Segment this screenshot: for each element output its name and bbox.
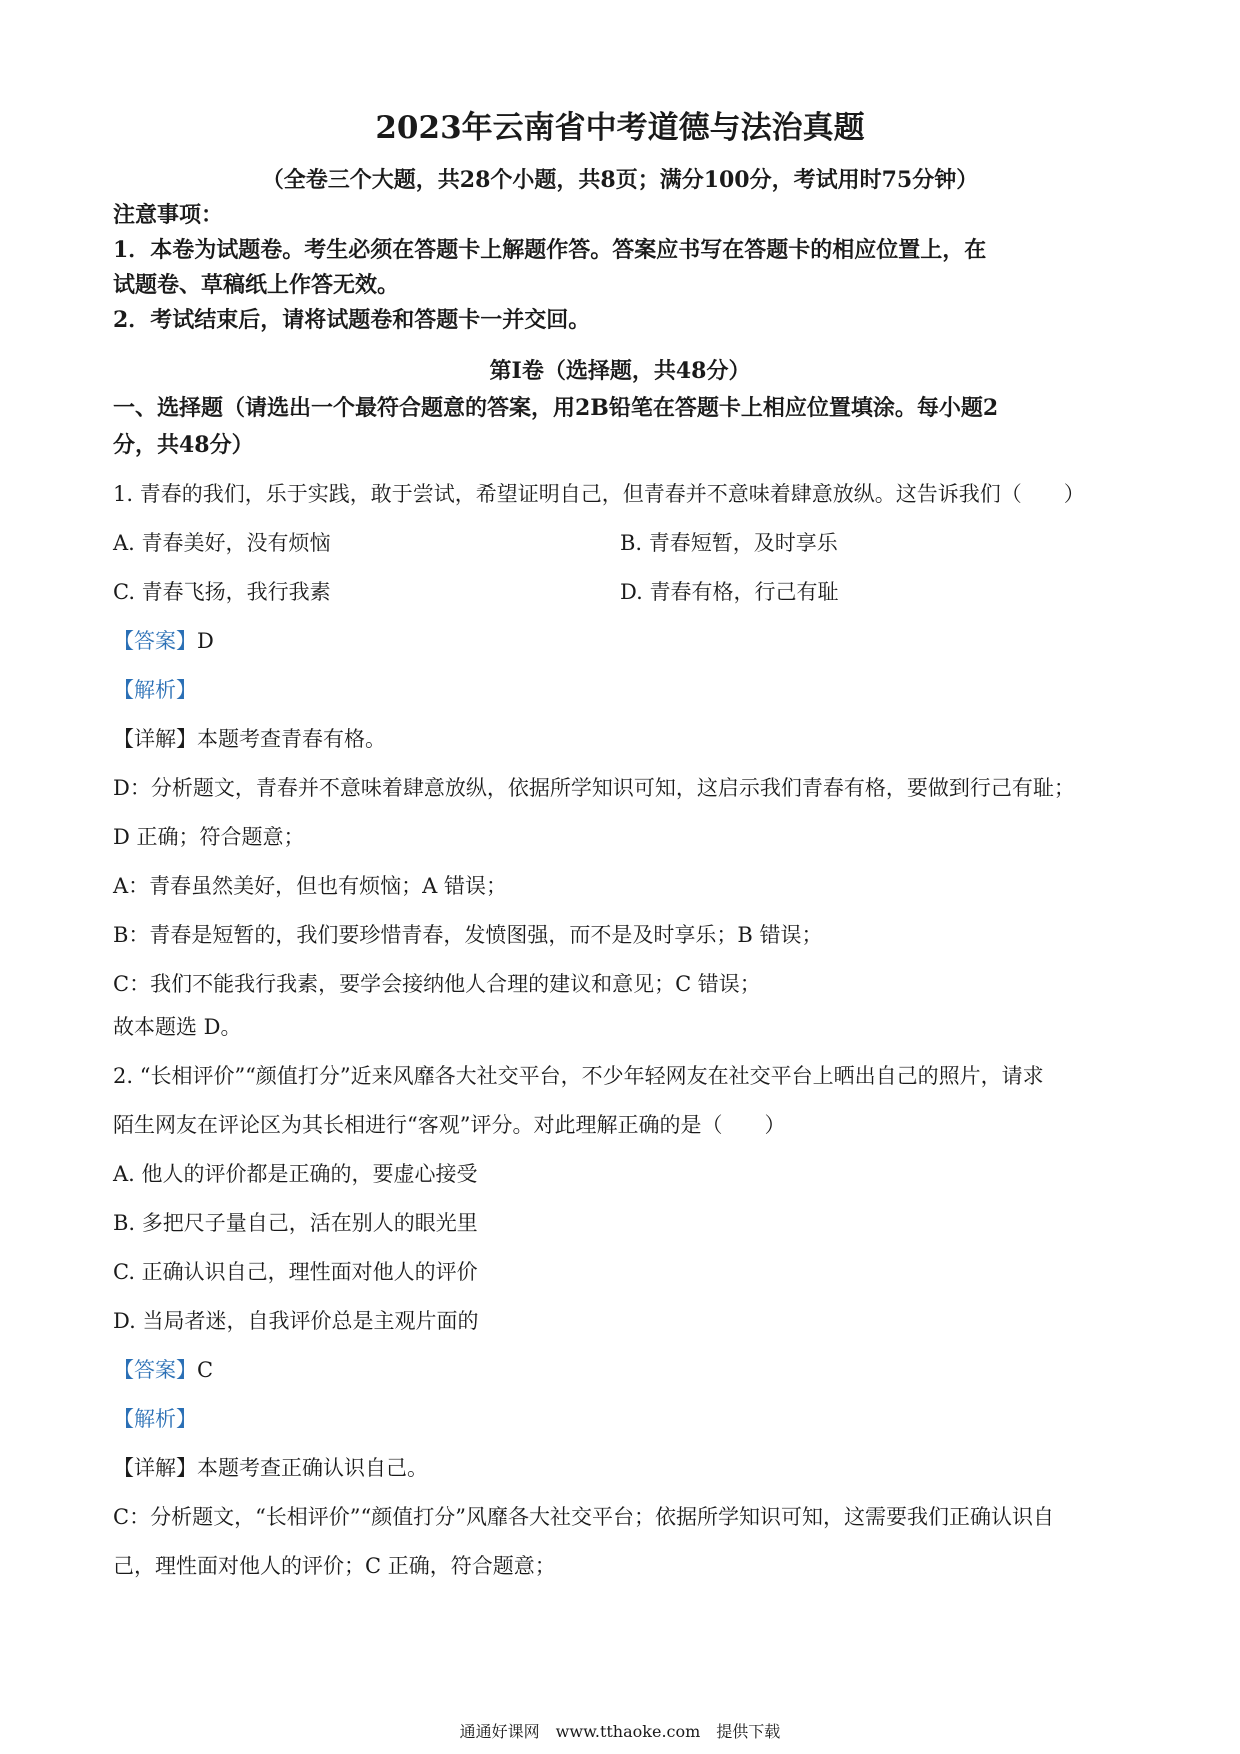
question-2-option-d: D. 当局者迷，自我评价总是主观片面的 — [113, 1309, 479, 1333]
question-2-stem-cont: 陌生网友在评论区为其长相进行“客观”评分。对此理解正确的是（ ） — [113, 1113, 786, 1137]
part-heading-cont: 分，共48分） — [113, 432, 254, 458]
question-1-explanation-line: B：青春是短暂的，我们要珍惜青春，发愤图强，而不是及时享乐；B 错误； — [113, 923, 823, 947]
answer-tag: 【答案】 — [113, 629, 197, 653]
part-heading: 一、选择题（请选出一个最符合题意的答案，用2B铅笔在答题卡上相应位置填涂。每小题2 — [113, 395, 999, 421]
page-title: 2023年云南省中考道德与法治真题 — [375, 110, 865, 146]
section-title: 第Ⅰ卷（选择题，共48分） — [489, 358, 751, 384]
question-2-detail — [113, 1453, 428, 1483]
detail-tag: 【详解】 — [113, 1456, 197, 1480]
notice-item-1-cont: 试题卷、草稿纸上作答无效。 — [113, 272, 400, 298]
question-1-analysis-tag: 【解析】 — [113, 678, 197, 702]
exam-info: （全卷三个大题，共28个小题，共8页；满分100分，考试用时75分钟） — [261, 167, 979, 193]
detail-text: 本题考查正确认识自己。 — [197, 1456, 428, 1480]
answer-value: C — [197, 1358, 214, 1382]
page-footer: 通通好课网 www.tthaoke.com 提供下载 — [459, 1722, 781, 1741]
question-1-option-b: B. 青春短暂，及时享乐 — [620, 531, 838, 555]
question-1-explanation-line: D 正确；符合题意； — [113, 825, 305, 849]
question-1-explanation-line: D：分析题文，青春并不意味着肆意放纵，依据所学知识可知，这启示我们青春有格，要做到行己有耻； — [113, 776, 1075, 800]
answer-tag: 【答案】 — [113, 1358, 197, 1382]
question-2-option-a: A. 他人的评价都是正确的，要虚心接受 — [113, 1162, 478, 1186]
question-2-answer — [113, 1355, 213, 1385]
notice-item-1: 1．本卷为试题卷。考生必须在答题卡上解题作答。答案应书写在答题卡的相应位置上，在 — [113, 237, 987, 263]
question-1-option-d: D. 青春有格，行己有耻 — [620, 580, 839, 604]
question-1-option-c: C. 青春飞扬，我行我素 — [113, 580, 331, 604]
detail-tag: 【详解】 — [113, 727, 197, 751]
question-1-stem: 1. 青春的我们，乐于实践，敢于尝试，希望证明自己，但青春并不意味着肆意放纵。这告诉我们（ ） — [113, 482, 1085, 506]
question-2-explanation-line: C：分析题文，“长相评价”“颜值打分”风靡各大社交平台；依据所学知识可知，这需要我们正确认识自 — [113, 1505, 1055, 1529]
question-1-explanation-line: A：青春虽然美好，但也有烦恼；A 错误； — [113, 874, 508, 898]
question-1-explanation-line: C：我们不能我行我素，要学会接纳他人合理的建议和意见；C 错误； — [113, 972, 761, 996]
notice-item-2: 2．考试结束后，请将试题卷和答题卡一并交回。 — [113, 307, 591, 333]
question-2-option-b: B. 多把尺子量自己，活在别人的眼光里 — [113, 1211, 478, 1235]
answer-value: D — [197, 629, 214, 653]
question-2-analysis-tag: 【解析】 — [113, 1407, 197, 1431]
detail-text: 本题考查青春有格。 — [197, 727, 386, 751]
notice-heading: 注意事项： — [113, 202, 224, 228]
question-1-option-a: A. 青春美好，没有烦恼 — [113, 531, 331, 555]
question-1-detail — [113, 724, 386, 754]
question-2-stem: 2. “长相评价”“颜值打分”近来风靡各大社交平台，不少年轻网友在社交平台上晒出自己的照片，请求 — [113, 1064, 1044, 1088]
question-1-answer — [113, 626, 214, 656]
question-1-conclusion: 故本题选 D。 — [113, 1015, 242, 1039]
question-2-option-c: C. 正确认识自己，理性面对他人的评价 — [113, 1260, 478, 1284]
question-2-explanation-line: 己，理性面对他人的评价；C 正确，符合题意； — [113, 1554, 556, 1578]
